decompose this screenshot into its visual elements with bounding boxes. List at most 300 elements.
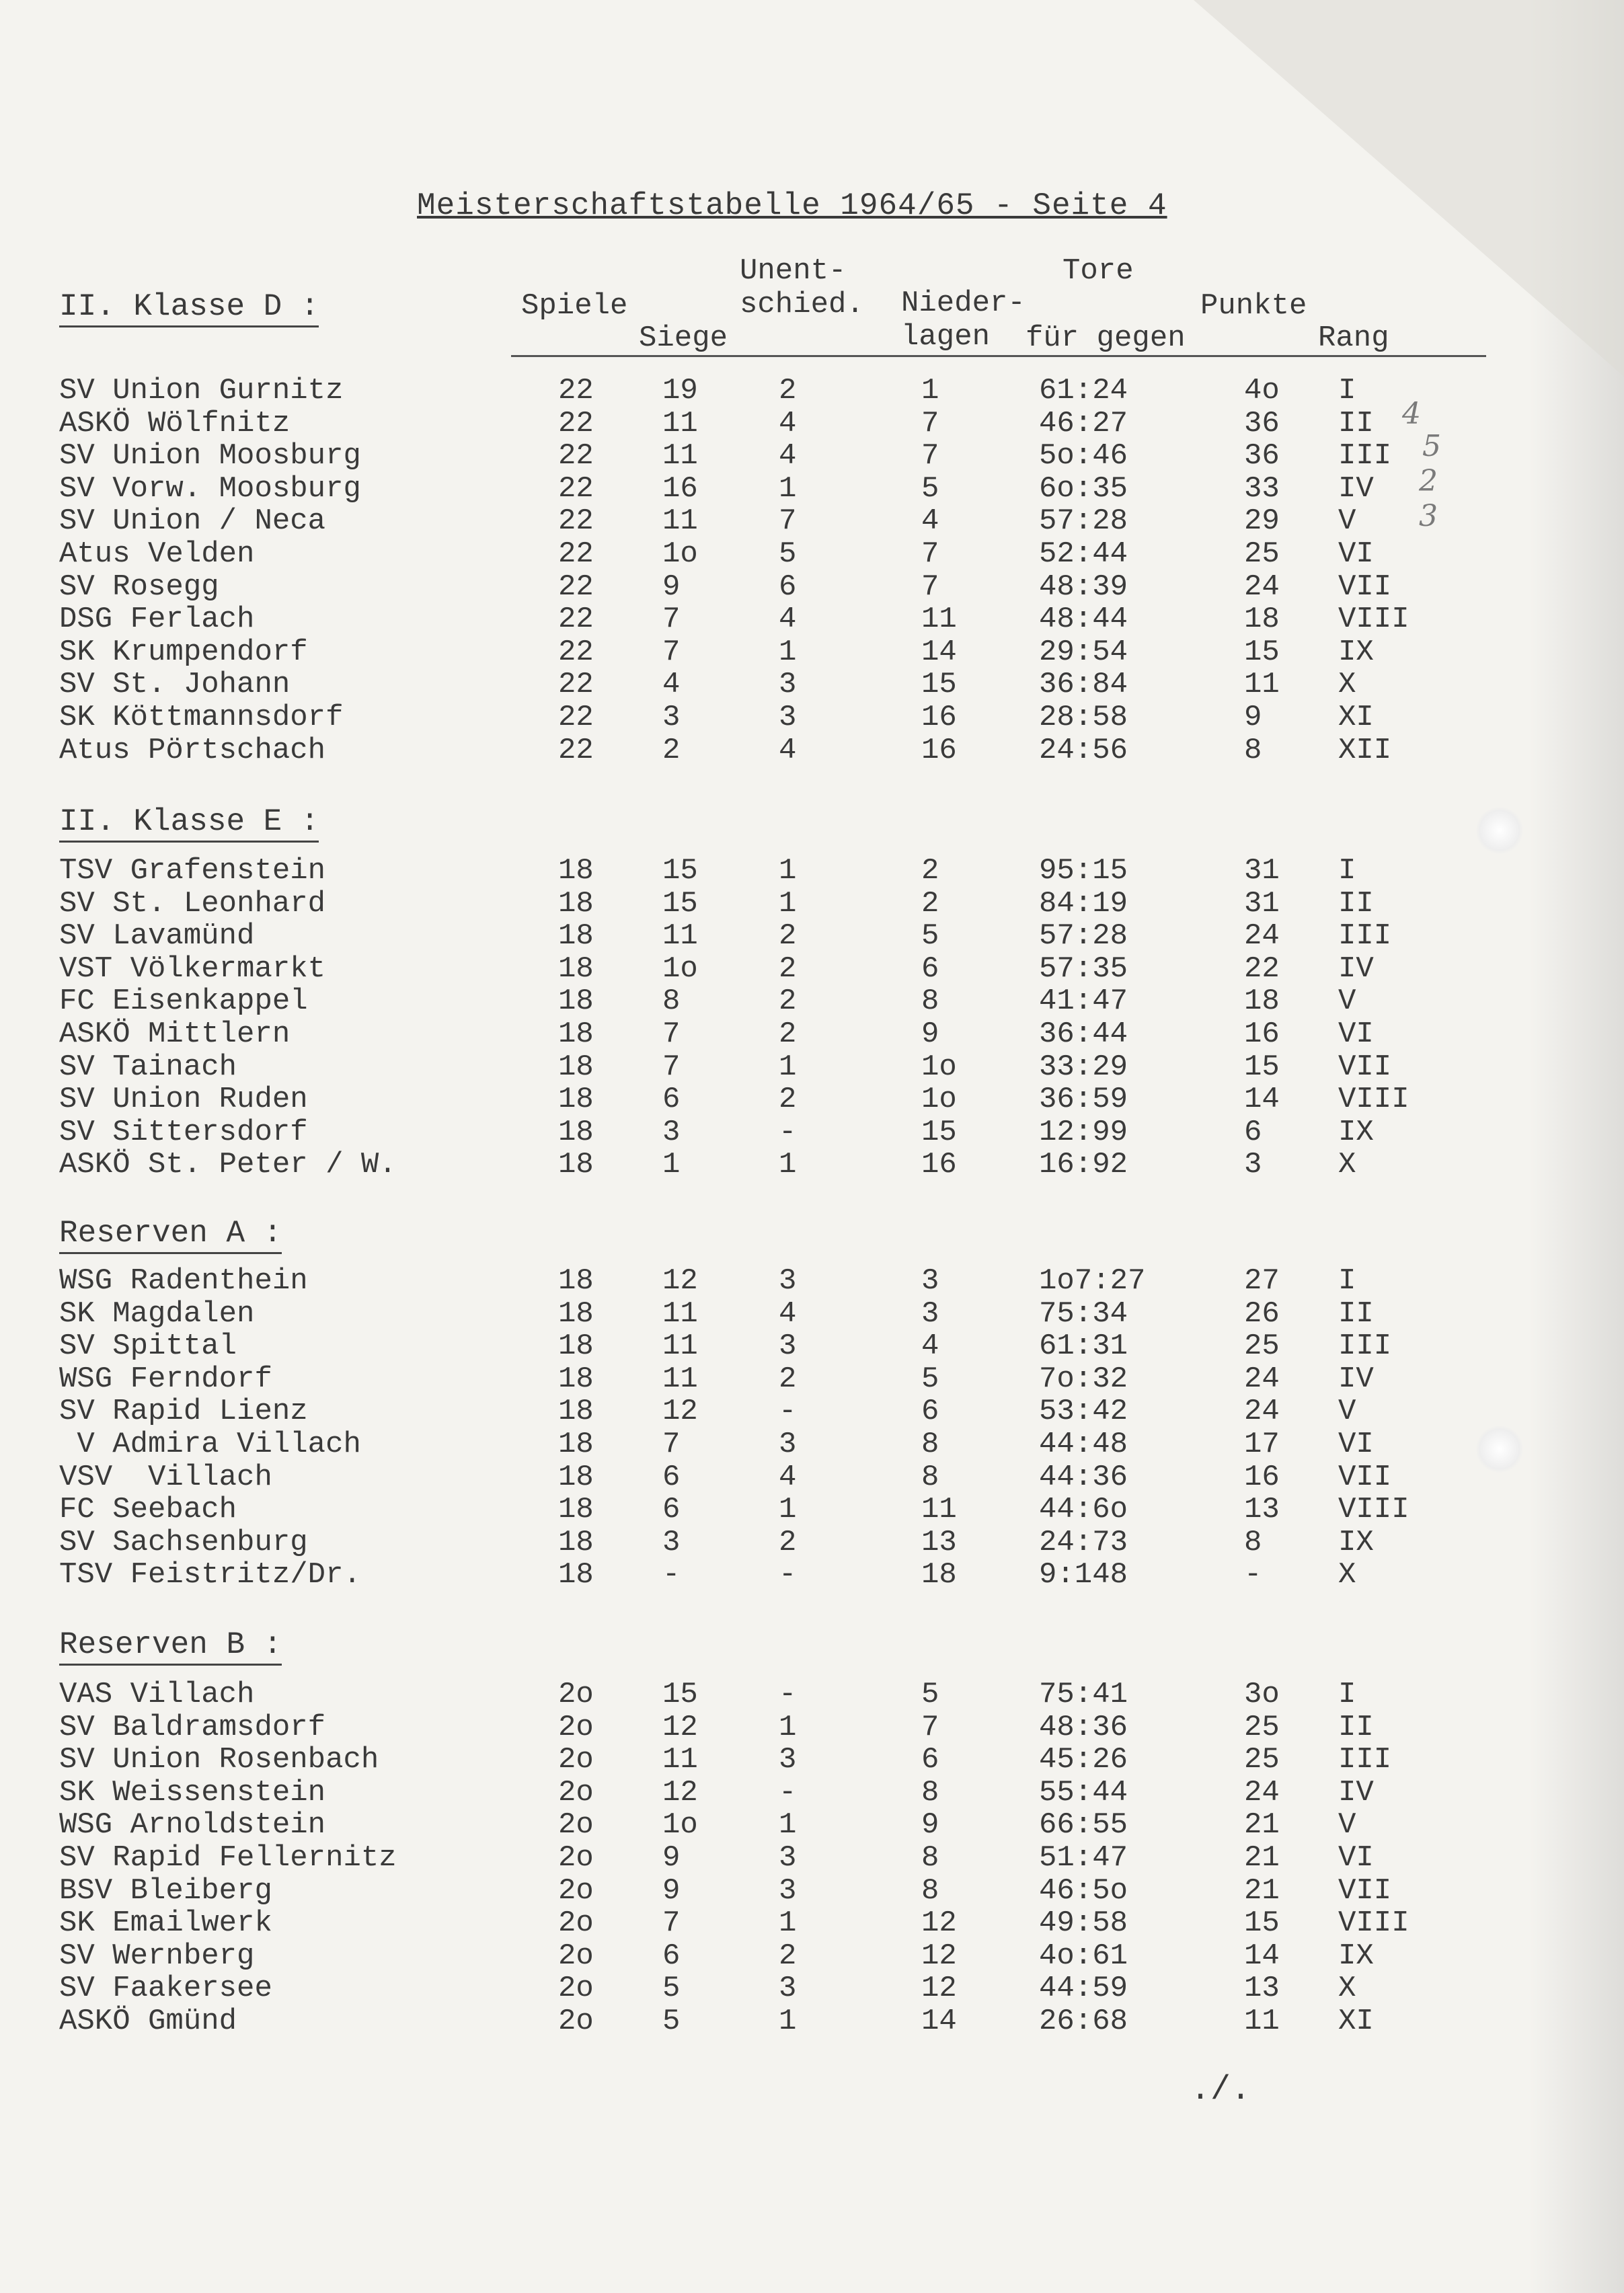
table-row [0, 984, 1547, 1017]
goals: 53:42 [1039, 1395, 1128, 1429]
pencil-annotation: 3 [1419, 499, 1438, 533]
games-played: 22 [558, 406, 594, 440]
team-name: SV Spittal [59, 1329, 237, 1364]
losses: 8 [921, 1428, 939, 1461]
rank: VIII [1338, 1493, 1409, 1527]
goals: 28:58 [1039, 701, 1128, 734]
losses: 4 [921, 1329, 939, 1364]
section-title: II. Klasse E : [59, 804, 319, 843]
losses: 9 [921, 1808, 939, 1842]
wins: 9 [662, 1841, 681, 1875]
pencil-annotation: 5 [1422, 429, 1441, 463]
losses: 4 [921, 504, 939, 539]
draws: 6 [779, 570, 797, 604]
losses: 9 [921, 1017, 939, 1051]
games-played: 22 [558, 701, 594, 734]
team-name: SK Magdalen [59, 1296, 255, 1331]
losses: 8 [921, 984, 939, 1019]
team-name: SV Union Rosenbach [59, 1743, 379, 1777]
points: 8 [1244, 733, 1262, 767]
draws: 4 [779, 733, 797, 767]
table-row [0, 1428, 1547, 1460]
points: 31 [1244, 854, 1280, 888]
draws: 2 [779, 951, 797, 986]
team-name: VAS Villach [59, 1678, 255, 1711]
team-name: WSG Radenthein [59, 1264, 308, 1298]
losses: 2 [921, 886, 939, 921]
goals: 61:24 [1039, 374, 1128, 407]
goals: 75:34 [1039, 1296, 1128, 1331]
team-name: SV Union / Neca [59, 504, 326, 539]
table-row [0, 504, 1547, 537]
table-row [0, 1678, 1547, 1710]
rank: V [1338, 1808, 1356, 1842]
draws: 2 [779, 919, 797, 954]
points: 15 [1244, 1906, 1280, 1941]
goals: 29:54 [1039, 635, 1128, 669]
rank: X [1338, 1148, 1356, 1182]
team-name: SV Baldramsdorf [59, 1710, 326, 1744]
games-played: 22 [558, 537, 594, 571]
draws: 1 [779, 1906, 797, 1941]
table-row [0, 1362, 1547, 1395]
wins: 12 [662, 1710, 698, 1744]
draws: 3 [779, 1972, 797, 2006]
games-played: 18 [558, 951, 594, 986]
draws: 1 [779, 1493, 797, 1527]
games-played: 2o [558, 1873, 594, 1908]
table-row [0, 1148, 1547, 1180]
wins: 12 [662, 1395, 698, 1429]
rank: IV [1338, 471, 1374, 506]
losses: 5 [921, 1678, 939, 1711]
team-name: SK Köttmannsdorf [59, 701, 344, 734]
points: 8 [1244, 1525, 1262, 1559]
wins: 7 [662, 635, 681, 669]
rank: X [1338, 668, 1356, 702]
draws: 3 [779, 1264, 797, 1298]
losses: 8 [921, 1841, 939, 1875]
draws: 3 [779, 1428, 797, 1461]
points: 15 [1244, 635, 1280, 669]
goals: 44:36 [1039, 1460, 1128, 1494]
goals: 51:47 [1039, 1841, 1128, 1875]
rank: VI [1338, 1017, 1374, 1051]
table-row [0, 1776, 1547, 1808]
points: 11 [1244, 2005, 1280, 2038]
table-row [0, 919, 1547, 954]
games-played: 18 [558, 984, 594, 1019]
wins: 7 [662, 603, 681, 637]
header-niederlagen: Nieder- lagen [901, 286, 1026, 354]
games-played: 22 [558, 439, 594, 473]
goals: 49:58 [1039, 1906, 1128, 1941]
table-row [0, 668, 1547, 700]
draws: 4 [779, 1296, 797, 1331]
table-row [0, 887, 1547, 919]
games-played: 18 [558, 1558, 594, 1592]
points: 25 [1244, 1329, 1280, 1364]
section-title: Reserven B : [59, 1627, 282, 1666]
games-played: 18 [558, 1329, 594, 1364]
draws: 1 [779, 635, 797, 669]
table-row [0, 439, 1547, 471]
team-name: WSG Ferndorf [59, 1362, 272, 1396]
team-name: SV St. Leonhard [59, 886, 326, 921]
wins: - [662, 1558, 681, 1592]
goals: 36:84 [1039, 668, 1128, 702]
goals: 7o:32 [1039, 1362, 1128, 1396]
table-row [0, 1329, 1547, 1362]
games-played: 22 [558, 471, 594, 506]
games-played: 2o [558, 1972, 594, 2006]
draws: 4 [779, 1460, 797, 1494]
table-row [0, 1972, 1547, 2004]
losses: 5 [921, 919, 939, 954]
games-played: 22 [558, 668, 594, 702]
team-name: ASKÖ Wölfnitz [59, 406, 291, 440]
games-played: 18 [558, 1148, 594, 1182]
wins: 1 [662, 1148, 681, 1182]
wins: 16 [662, 471, 698, 506]
losses: 8 [921, 1873, 939, 1908]
points: 6 [1244, 1115, 1262, 1149]
goals: 36:59 [1039, 1083, 1128, 1117]
draws: - [779, 1115, 797, 1149]
losses: 2 [921, 854, 939, 888]
draws: 1 [779, 854, 797, 888]
games-played: 18 [558, 1264, 594, 1298]
wins: 7 [662, 1017, 681, 1051]
games-played: 2o [558, 1678, 594, 1711]
team-name: SV Lavamünd [59, 919, 255, 954]
goals: 57:28 [1039, 919, 1128, 954]
team-name: SV Union Ruden [59, 1083, 308, 1117]
table-row [0, 1939, 1547, 1972]
points: 24 [1244, 1775, 1280, 1810]
team-name: SK Weissenstein [59, 1775, 326, 1810]
games-played: 22 [558, 374, 594, 407]
games-played: 22 [558, 570, 594, 604]
header-unentschieden: Unent- schied. [740, 254, 864, 321]
rank: XI [1338, 2005, 1374, 2038]
pencil-annotation: 4 [1402, 397, 1421, 431]
rank: VIII [1338, 1906, 1409, 1941]
losses: 7 [921, 439, 939, 473]
wins: 1o [662, 537, 698, 571]
games-played: 22 [558, 603, 594, 637]
losses: 12 [921, 1906, 957, 1941]
team-name: SV Union Moosburg [59, 439, 361, 473]
games-played: 18 [558, 1493, 594, 1527]
team-name: SV Sittersdorf [59, 1115, 308, 1149]
goals: 24:73 [1039, 1525, 1128, 1559]
draws: 2 [779, 1939, 797, 1973]
wins: 1o [662, 1808, 698, 1842]
points: 29 [1244, 504, 1280, 539]
rank: II [1338, 1710, 1374, 1744]
team-name: SV Vorw. Moosburg [59, 471, 361, 506]
losses: 1o [921, 1050, 957, 1084]
games-played: 18 [558, 1428, 594, 1461]
losses: 18 [921, 1558, 957, 1592]
table-row [0, 472, 1547, 504]
points: 9 [1244, 701, 1262, 734]
wins: 3 [662, 701, 681, 734]
losses: 16 [921, 733, 957, 767]
table-row [0, 734, 1547, 766]
draws: 4 [779, 439, 797, 473]
rank: VIII [1338, 603, 1409, 637]
rank: II [1338, 1296, 1374, 1331]
team-name: SV Sachsenburg [59, 1525, 308, 1559]
points: 31 [1244, 886, 1280, 921]
points: 21 [1244, 1808, 1280, 1842]
points: 21 [1244, 1873, 1280, 1908]
wins: 6 [662, 1939, 681, 1973]
rank: VII [1338, 1460, 1392, 1494]
header-tore-sub: für gegen [1026, 321, 1186, 355]
wins: 2 [662, 733, 681, 767]
goals: 55:44 [1039, 1775, 1128, 1810]
rank: X [1338, 1558, 1356, 1592]
header-rule [511, 355, 1486, 357]
rank: II [1338, 406, 1374, 440]
team-name: Atus Velden [59, 537, 255, 571]
draws: 1 [779, 1050, 797, 1084]
games-played: 18 [558, 854, 594, 888]
rank: VII [1338, 1873, 1392, 1908]
draws: 1 [779, 886, 797, 921]
wins: 11 [662, 1329, 698, 1364]
team-name: SK Emailwerk [59, 1906, 272, 1941]
losses: 16 [921, 1148, 957, 1182]
goals: 9:148 [1039, 1558, 1128, 1592]
points: 4o [1244, 374, 1280, 407]
draws: 1 [779, 1148, 797, 1182]
team-name: Atus Pörtschach [59, 733, 326, 767]
draws: - [779, 1775, 797, 1810]
points: 3 [1244, 1148, 1262, 1182]
table-row [0, 1083, 1547, 1115]
rank: I [1338, 1678, 1356, 1711]
rank: VI [1338, 537, 1374, 571]
games-played: 22 [558, 733, 594, 767]
games-played: 2o [558, 2005, 594, 2038]
section-title: II. Klasse D : [59, 289, 319, 327]
wins: 11 [662, 1362, 698, 1396]
points: 14 [1244, 1083, 1280, 1117]
draws: 2 [779, 1017, 797, 1051]
losses: 3 [921, 1296, 939, 1331]
goals: 33:29 [1039, 1050, 1128, 1084]
team-name: SV Rapid Lienz [59, 1395, 308, 1429]
wins: 15 [662, 1678, 698, 1711]
table-row [0, 603, 1547, 635]
table-row [0, 1906, 1547, 1939]
games-played: 18 [558, 1395, 594, 1429]
points: 33 [1244, 471, 1280, 506]
team-name: SV Tainach [59, 1050, 237, 1084]
page-title: Meisterschaftstabelle 1964/65 - Seite 4 [417, 188, 1167, 223]
table-row [0, 1050, 1547, 1083]
games-played: 2o [558, 1743, 594, 1777]
goals: 48:39 [1039, 570, 1128, 604]
wins: 5 [662, 2005, 681, 2038]
table-row [0, 635, 1547, 668]
goals: 46:5o [1039, 1873, 1128, 1908]
goals: 57:35 [1039, 951, 1128, 986]
points: 24 [1244, 1362, 1280, 1396]
table-row [0, 1017, 1547, 1050]
losses: 14 [921, 2005, 957, 2038]
points: 22 [1244, 951, 1280, 986]
goals: 12:99 [1039, 1115, 1128, 1149]
points: 21 [1244, 1841, 1280, 1875]
draws: 3 [779, 1329, 797, 1364]
wins: 3 [662, 1115, 681, 1149]
points: 13 [1244, 1493, 1280, 1527]
goals: 84:19 [1039, 886, 1128, 921]
points: 25 [1244, 1743, 1280, 1777]
table-row [0, 1461, 1547, 1493]
rank: I [1338, 374, 1356, 407]
points: 25 [1244, 1710, 1280, 1744]
games-played: 18 [558, 1362, 594, 1396]
goals: 66:55 [1039, 1808, 1128, 1842]
points: - [1244, 1558, 1262, 1592]
draws: - [779, 1678, 797, 1711]
draws: 7 [779, 504, 797, 539]
losses: 1 [921, 374, 939, 407]
draws: 4 [779, 406, 797, 440]
games-played: 18 [558, 1525, 594, 1559]
draws: 4 [779, 603, 797, 637]
draws: 2 [779, 374, 797, 407]
wins: 9 [662, 1873, 681, 1908]
rank: XI [1338, 701, 1374, 734]
draws: 1 [779, 471, 797, 506]
games-played: 2o [558, 1906, 594, 1941]
goals: 48:36 [1039, 1710, 1128, 1744]
losses: 12 [921, 1972, 957, 2006]
rank: II [1338, 886, 1374, 921]
rank: IX [1338, 1939, 1374, 1973]
goals: 5o:46 [1039, 439, 1128, 473]
rank: III [1338, 919, 1392, 954]
games-played: 18 [558, 919, 594, 954]
wins: 11 [662, 1743, 698, 1777]
goals: 1o7:27 [1039, 1264, 1146, 1298]
table-row [0, 1743, 1547, 1775]
header-spiele: Spiele [521, 289, 628, 323]
wins: 4 [662, 668, 681, 702]
rank: VIII [1338, 1083, 1409, 1117]
wins: 9 [662, 570, 681, 604]
team-name: ASKÖ St. Peter / W. [59, 1148, 397, 1182]
losses: 16 [921, 701, 957, 734]
goals: 44:6o [1039, 1493, 1128, 1527]
points: 27 [1244, 1264, 1280, 1298]
wins: 3 [662, 1525, 681, 1559]
rank: IX [1338, 1525, 1374, 1559]
losses: 8 [921, 1460, 939, 1494]
team-name: SV Faakersee [59, 1972, 272, 2006]
wins: 6 [662, 1460, 681, 1494]
wins: 1o [662, 951, 698, 986]
team-name: ASKÖ Gmünd [59, 2005, 237, 2038]
games-played: 18 [558, 1050, 594, 1084]
table-row [0, 1493, 1547, 1525]
wins: 19 [662, 374, 698, 407]
rank: I [1338, 854, 1356, 888]
table-row [0, 1711, 1547, 1743]
losses: 7 [921, 406, 939, 440]
goals: 6o:35 [1039, 471, 1128, 506]
games-played: 2o [558, 1841, 594, 1875]
team-name: VSV Villach [59, 1460, 272, 1494]
losses: 7 [921, 1710, 939, 1744]
team-name: FC Eisenkappel [59, 984, 308, 1019]
losses: 5 [921, 1362, 939, 1396]
points: 3o [1244, 1678, 1280, 1711]
points: 26 [1244, 1296, 1280, 1331]
games-played: 18 [558, 1115, 594, 1149]
team-name: TSV Feistritz/Dr. [59, 1558, 361, 1592]
goals: 52:44 [1039, 537, 1128, 571]
punch-hole [1476, 807, 1523, 854]
draws: 2 [779, 1525, 797, 1559]
games-played: 22 [558, 635, 594, 669]
rank: V [1338, 1395, 1356, 1429]
rank: VII [1338, 570, 1392, 604]
games-played: 22 [558, 504, 594, 539]
goals: 45:26 [1039, 1743, 1128, 1777]
losses: 14 [921, 635, 957, 669]
points: 18 [1244, 603, 1280, 637]
table-row [0, 1874, 1547, 1906]
wins: 7 [662, 1050, 681, 1084]
rank: IX [1338, 635, 1374, 669]
wins: 11 [662, 1296, 698, 1331]
goals: 75:41 [1039, 1678, 1128, 1711]
wins: 7 [662, 1906, 681, 1941]
team-name: WSG Arnoldstein [59, 1808, 326, 1842]
table-row [0, 1264, 1547, 1296]
team-name: DSG Ferlach [59, 603, 255, 637]
goals: 24:56 [1039, 733, 1128, 767]
games-played: 18 [558, 1083, 594, 1117]
goals: 61:31 [1039, 1329, 1128, 1364]
team-name: BSV Bleiberg [59, 1873, 272, 1908]
goals: 44:48 [1039, 1428, 1128, 1461]
rank: V [1338, 984, 1356, 1019]
losses: 11 [921, 603, 957, 637]
points: 24 [1244, 1395, 1280, 1429]
losses: 12 [921, 1939, 957, 1973]
header-punkte: Punkte [1200, 289, 1307, 323]
wins: 15 [662, 886, 698, 921]
rank: XII [1338, 733, 1392, 767]
goals: 44:59 [1039, 1972, 1128, 2006]
table-row [0, 2005, 1547, 2037]
goals: 36:44 [1039, 1017, 1128, 1051]
games-played: 18 [558, 1017, 594, 1051]
goals: 41:47 [1039, 984, 1128, 1019]
draws: 1 [779, 2005, 797, 2038]
losses: 8 [921, 1775, 939, 1810]
draws: - [779, 1558, 797, 1592]
